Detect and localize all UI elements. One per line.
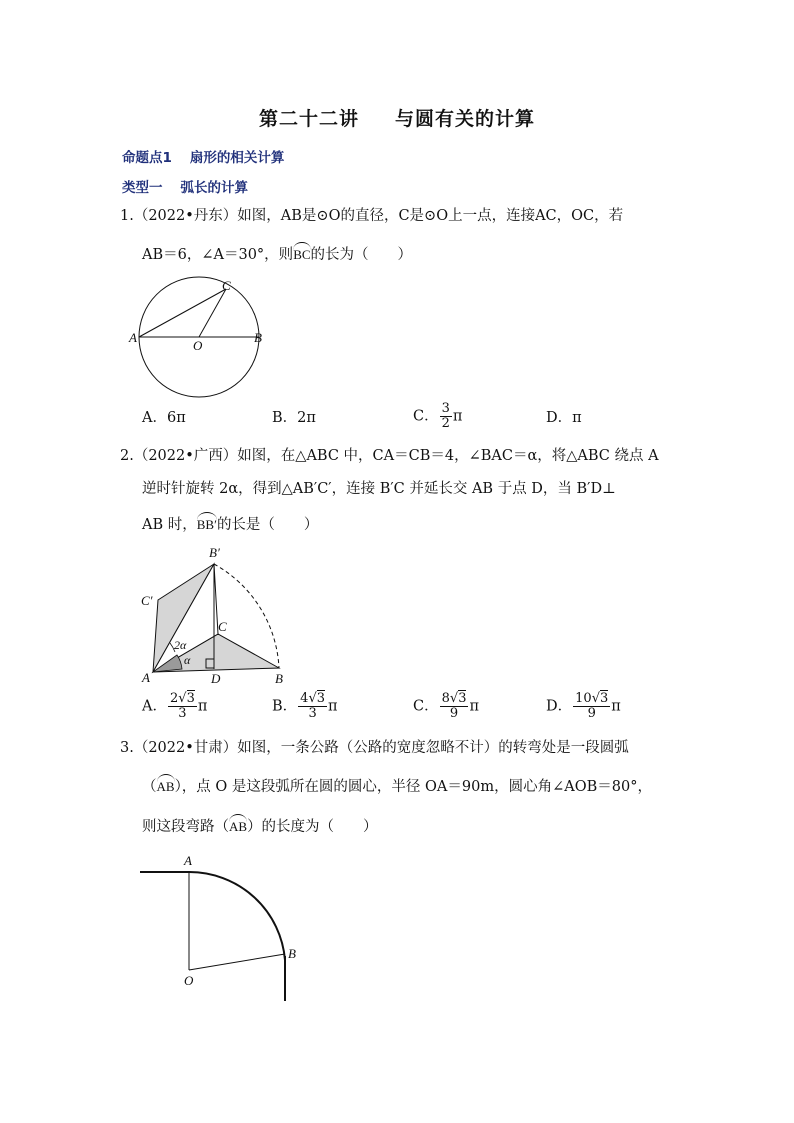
q2-figure [134, 542, 300, 690]
label-b-prime: B′ [209, 545, 220, 560]
q2-option-c: C． $\frac{8√3}{9}$ π [413, 691, 479, 721]
arc-bc: BC [293, 242, 310, 265]
type-heading: 类型一 弧长的计算 [122, 180, 248, 196]
label-o: O [193, 338, 203, 353]
q3-line1: 3.（2022•甘肃）如图，一条公路（公路的宽度忽略不计）的转弯处是一段圆弧 [120, 740, 629, 756]
q3-line2: （AB），点 O 是这段弧所在圆的圆心，半径 OA＝90m，圆心角∠AOB＝80°， [142, 774, 652, 797]
q1-figure [130, 276, 290, 396]
label-c-prime: C′ [141, 593, 153, 608]
page-title: 第二十二讲 与圆有关的计算 [258, 108, 536, 130]
label-c: C [222, 278, 231, 293]
label-2alpha: 2α [174, 638, 187, 652]
q2-line2: 逆时针旋转 2α，得到△AB′C′，连接 B′C 并延长交 AB 于点 D，当 B′D⊥ [142, 481, 616, 497]
label-a: A [129, 330, 137, 345]
q1-option-c: C． $\frac{3}{2}$ π [413, 401, 463, 431]
q1-line2: AB＝6，∠A＝30°，则BC的长为（ ） [142, 242, 412, 265]
q1-option-a: A．6π [142, 410, 186, 426]
label-a: A [184, 853, 192, 868]
section-heading: 命题点1 扇形的相关计算 [122, 150, 285, 166]
label-o: O [184, 973, 194, 988]
q2-option-a: A． $\frac{2√3}{3}$ π [142, 691, 208, 721]
arc-bb1: BB′ [197, 512, 217, 535]
q1-option-d: D．π [546, 410, 582, 426]
label-b: B [275, 671, 283, 686]
q1-option-b: B．2π [272, 410, 316, 426]
q2-line1: 2.（2022•广西）如图，在△ABC 中，CA＝CB＝4，∠BAC＝α，将△ABC 绕点 A [120, 448, 659, 464]
label-b: B [288, 946, 296, 961]
q2-option-d: D． $\frac{10√3}{9}$ π [546, 691, 621, 721]
label-c: C [218, 619, 227, 634]
q3-figure [132, 848, 312, 1008]
q2-line3: AB 时，BB′的长是（ ） [142, 512, 318, 535]
label-b: B [254, 330, 262, 345]
q1-line1: 1.（2022•丹东）如图，AB是⊙O的直径，C是⊙O上一点，连接AC，OC，若 [120, 208, 624, 224]
label-d: D [211, 671, 221, 686]
arc-ab-2: AB [229, 814, 247, 837]
q2-option-b: B． $\frac{4√3}{3}$ π [272, 691, 338, 721]
label-alpha: α [184, 653, 191, 667]
label-a: A [142, 670, 150, 685]
arc-ab: AB [157, 774, 175, 797]
q3-line3: 则这段弯路（AB）的长度为（ ） [142, 814, 378, 837]
